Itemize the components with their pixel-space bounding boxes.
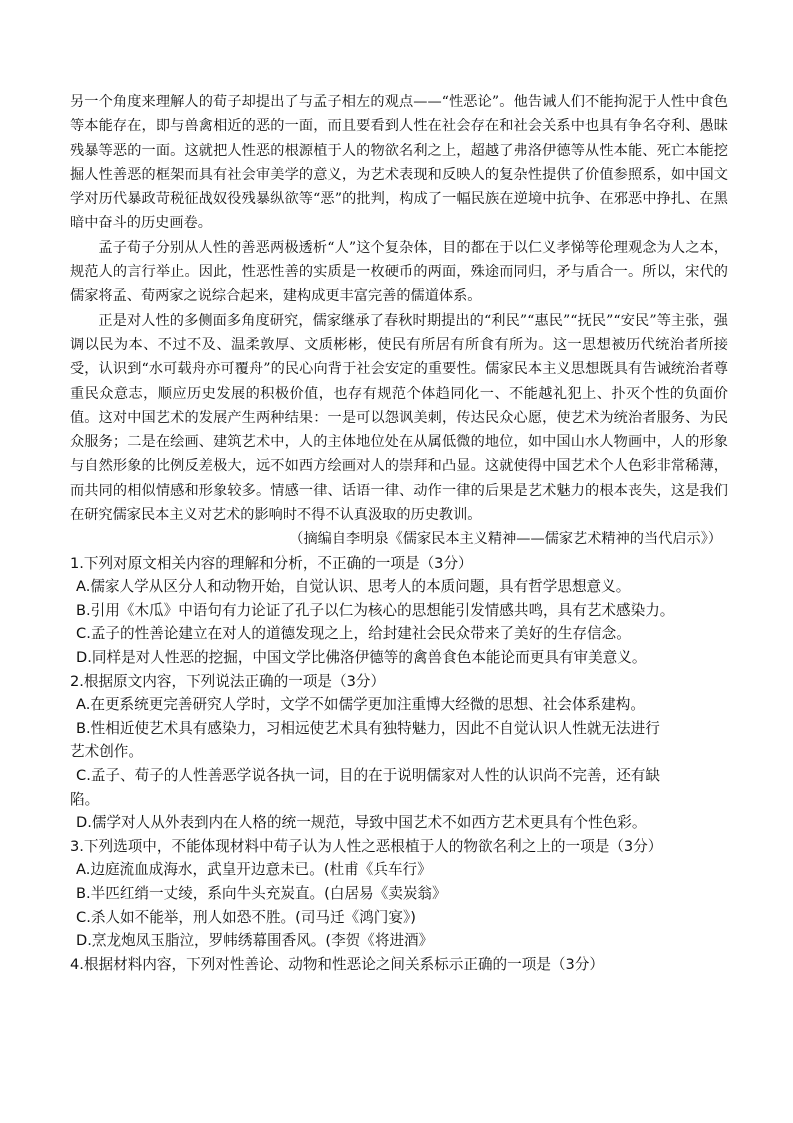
question-3 [70,835,728,953]
question-2-stem: 2.根据原文内容，下列说法正确的一项是（3分） [70,672,386,690]
passage-paragraph-1: 另一个角度来理解人的荀子却提出了与孟子相左的观点——“性恶论”。他告诫人们不能拘泥于人性中食色等本能存在，即与兽禽相近的恶的一面，而且要看到人性在社会存在和社会关系中也具有争名夺利、愚昧残暴等恶的一面。这就把人性恶的根源植于人的物欲名利之上，超越了弗洛伊德等从性本能、死亡本能挖掘人性善恶的框架而具有社会审美学的意义，为艺术表现和反映人的复杂性提供了价值参照系，如中国文学对历代暴政苛税征战奴役残暴纵欲等“恶”的批判，构成了一幅民族在逆境中抗争、在邪恶中挣扎、在黑暗中奋斗的历史画卷。 [70,94,728,232]
question-2-option-a: A.在更系统更完善研究人学时，文学不如儒学更加注重博大经微的思想、社会体系建构。 [76,696,645,714]
question-1-option-a: A.儒家人学从区分人和动物开始，自觉认识、思考人的本质问题，具有哲学思想意义。 [76,578,631,596]
question-2-option-b: B.性相近使艺术具有感染力，习相远使艺术具有独特魅力，因此不自觉认识人性就无法进行 [76,719,660,737]
question-2 [70,670,728,835]
question-3-option-c: C.杀人如不能举，刑人如恐不胜。(司马迁《鸿门宴》) [76,908,416,926]
question-3-option-b: B.半匹红绡一丈绫，系向牛头充炭直。(白居易《卖炭翁》 [76,884,447,902]
question-2-option-c: C.孟子、荀子的人性善恶学说各执一词，目的在于说明儒家对人性的认识尚不完善，还有缺 [76,766,660,784]
question-1-option-b: B.引用《木瓜》中语句有力论证了孔子以仁为核心的思想能引发情感共鸣，具有艺术感染力。 [76,601,675,619]
passage-paragraph-2: 孟子荀子分别从人性的善恶两极透析“人”这个复杂体，目的都在于以仁义孝悌等伦理观念为人之本，规范人的言行举止。因此，性恶性善的实质是一枚硬币的两面，殊途而同归，矛与盾合一。所以，宋代的儒家将孟、荀两家之说综合起来，建构成更丰富完善的儒道体系。 [70,239,728,305]
passage-source: （摘编自李明泉《儒家民本主义精神——儒家艺术精神的当代启示》） [289,531,722,548]
question-3-option-a: A.边庭流血成海水，武皇开边意未已。(杜甫《兵车行》 [76,861,432,879]
question-3-option-d: D.烹龙炮凤玉脂泣，罗帏绣幕围香风。(李贺《将进酒》 [76,932,434,950]
question-1-stem: 1.下列对原文相关内容的理解和分析，不正确的一项是（3分） [70,554,473,572]
question-1 [70,552,728,670]
question-2-option-c-continued: 陷。 [70,790,100,808]
passage-paragraph-3: 正是对人性的多侧面多角度研究，儒家继承了春秋时期提出的“利民”“惠民”“抚民”“安民”等主张，强调以民为本、不过不及、温柔敦厚、文质彬彬，使民有所居有所食有所为。这一思想被历代统治者所接受，认识到“水可载舟亦可覆舟”的民心向背于社会安定的重要性。儒家民本主义思想既具有告诫统治者尊重民众意志，顺应历史发展的积极价值，也存有规范个体趋同化一、不能越礼犯上、扑灭个性的负面价值。这对中国艺术的发展产生两种结果：一是可以怨讽美刺，传达民众心愿，使艺术为统治者服务、为民众服务；二是在绘画、建筑艺术中，人的主体地位处在从属低微的地位，如中国山水人物画中，人的形象与自然形象的比例反差极大，远不如西方绘画对人的崇拜和凸显。这就使得中国艺术个人色彩非常稀薄，而共同的相似情感和形象较多。情感一律、话语一律、动作一律的后果是艺术魅力的根本丧失，这是我们在研究儒家民本主义对艺术的影响时不得不认真汲取的历史教训。 [70,312,728,524]
question-1-option-c: C.孟子的性善论建立在对人的道德发现之上，给封建社会民众带来了美好的生存信念。 [76,625,631,643]
exam-page [70,90,728,976]
question-3-stem: 3.下列选项中，不能体现材料中荀子认为人性之恶根植于人的物欲名利之上的一项是（3分） [70,837,663,855]
question-2-option-d: D.儒学对人从外表到内在人格的统一规范，导致中国艺术不如西方艺术更具有个性色彩。 [76,814,647,832]
question-4-stem: 4.根据材料内容，下列对性善论、动物和性恶论之间关系标示正确的一项是（3分） [70,955,604,973]
question-2-option-b-continued: 艺术创作。 [70,743,143,761]
question-4 [70,953,728,977]
question-1-option-d: D.同样是对人性恶的挖掘，中国文学比佛洛伊德等的禽兽食色本能论而更具有审美意义。 [76,649,647,667]
reading-passage [70,90,728,552]
